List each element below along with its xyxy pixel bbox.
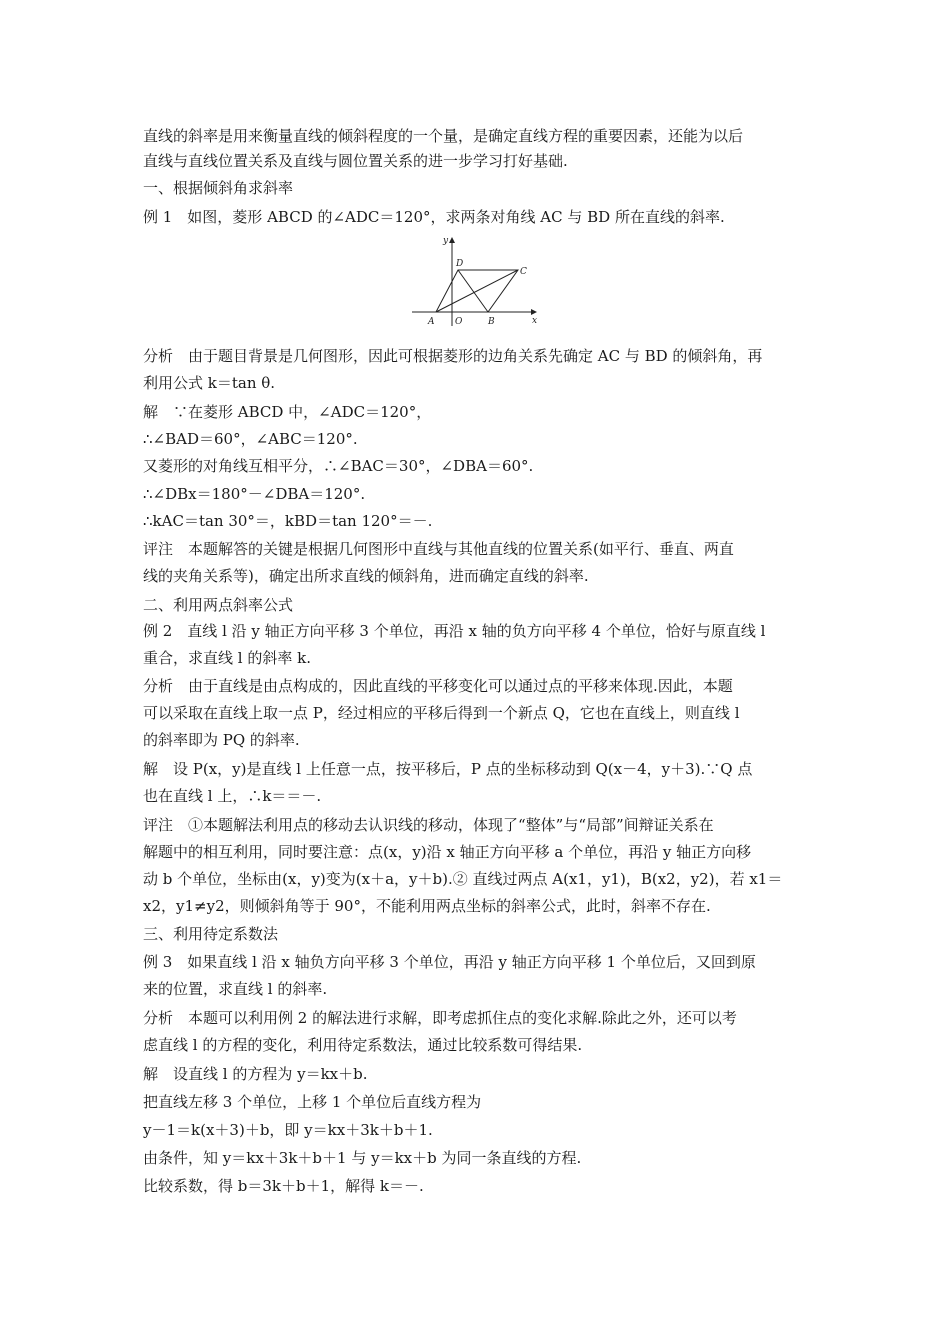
text-line: ∴kAC＝tan 30°＝，kBD＝tan 120°＝－. [143, 512, 433, 530]
rhombus-figure [408, 232, 542, 328]
text-line: x2，y1≠y2，则倾斜角等于 90°，不能利用两点坐标的斜率公式，此时，斜率不存在. [143, 897, 711, 915]
text-line: 把直线左移 3 个单位，上移 1 个单位后直线方程为 [143, 1093, 482, 1111]
label-c: C [520, 267, 527, 277]
text-line: 虑直线 l 的方程的变化，利用待定系数法，通过比较系数可得结果. [143, 1036, 583, 1054]
text-line: 解 设直线 l 的方程为 y＝kx＋b. [143, 1065, 368, 1083]
text-line: 又菱形的对角线互相平分，∴∠BAC＝30°，∠DBA＝60°. [143, 457, 534, 475]
diagonal-bd [458, 270, 488, 312]
rhombus-diagram [408, 232, 542, 328]
text-line: 例 2 直线 l 沿 y 轴正方向平移 3 个单位，再沿 x 轴的负方向平移 4 个单位，恰好与原直线 l [143, 622, 766, 640]
text-line: 例 1 如图，菱形 ABCD 的∠ADC＝120°，求两条对角线 AC 与 BD 所在直线的斜率. [143, 208, 725, 226]
text-line: 直线与直线位置关系及直线与圆位置关系的进一步学习打好基础. [143, 152, 568, 170]
text-line: 评注 ①本题解法利用点的移动去认识线的移动，体现了“整体”与“局部”间辩证关系在 [143, 816, 714, 834]
text-line: 利用公式 k＝tan θ. [143, 374, 276, 392]
text-line: 解 ∵在菱形 ABCD 中，∠ADC＝120°， [143, 403, 432, 421]
label-a: A [428, 317, 435, 327]
text-line: 也在直线 l 上，∴k＝＝－. [143, 787, 322, 805]
text-line: 三、利用待定系数法 [143, 925, 279, 943]
text-line: 由条件，知 y＝kx＋3k＋b＋1 与 y＝kx＋b 为同一条直线的方程. [143, 1149, 582, 1167]
label-d: D [456, 259, 464, 269]
text-line: 重合，求直线 l 的斜率 k. [143, 649, 311, 667]
text-line: ∴∠BAD＝60°，∠ABC＝120°. [143, 430, 358, 448]
text-line: 动 b 个单位，坐标由(x，y)变为(x＋a，y＋b).② 直线过两点 A(x1，y1)，B(x2，y2)，若 x1＝ [143, 870, 783, 888]
text-line: 分析 由于直线是由点构成的，因此直线的平移变化可以通过点的平移来体现.因此，本题 [143, 677, 733, 695]
text-line: 的斜率即为 PQ 的斜率. [143, 731, 300, 749]
label-x: x [532, 316, 538, 326]
text-line: 一、根据倾斜角求斜率 [143, 179, 294, 197]
text-line: 比较系数，得 b＝3k＋b＋1，解得 k＝－. [143, 1177, 424, 1195]
text-line: 解题中的相互利用，同时要注意：点(x，y)沿 x 轴正方向平移 a 个单位，再沿 y 轴正方向移 [143, 843, 752, 861]
text-line: 评注 本题解答的关键是根据几何图形中直线与其他直线的位置关系(如平行、垂直、两直 [143, 540, 734, 558]
label-b: B [488, 317, 495, 327]
text-line: 直线的斜率是用来衡量直线的倾斜程度的一个量，是确定直线方程的重要因素，还能为以后 [143, 127, 744, 145]
text-line: 二、利用两点斜率公式 [143, 596, 294, 614]
label-o: O [455, 317, 463, 327]
text-line: 解 设 P(x，y)是直线 l 上任意一点，按平移后，P 点的坐标移动到 Q(x－4，y＋3).∵Q 点 [143, 760, 753, 778]
text-line: 线的夹角关系等)，确定出所求直线的倾斜角，进而确定直线的斜率. [143, 567, 589, 585]
text-line: 分析 由于题目背景是几何图形，因此可根据菱形的边角关系先确定 AC 与 BD 的倾斜角，再 [143, 347, 763, 365]
text-line: 例 3 如果直线 l 沿 x 轴负方向平移 3 个单位，再沿 y 轴正方向平移 1 个单位后，又回到原 [143, 953, 756, 971]
diagonal-ac [436, 270, 518, 312]
text-line: ∴∠DBx＝180°－∠DBA＝120°. [143, 485, 366, 503]
text-line: 来的位置，求直线 l 的斜率. [143, 980, 328, 998]
label-y: y [443, 236, 449, 246]
text-line: 分析 本题可以利用例 2 的解法进行求解，即考虑抓住点的变化求解.除此之外，还可以考 [143, 1009, 737, 1027]
text-line: y－1＝k(x＋3)＋b，即 y＝kx＋3k＋b＋1. [143, 1121, 433, 1139]
text-line: 可以采取在直线上取一点 P，经过相应的平移后得到一个新点 Q，它也在直线上，则直线 l [143, 704, 740, 722]
